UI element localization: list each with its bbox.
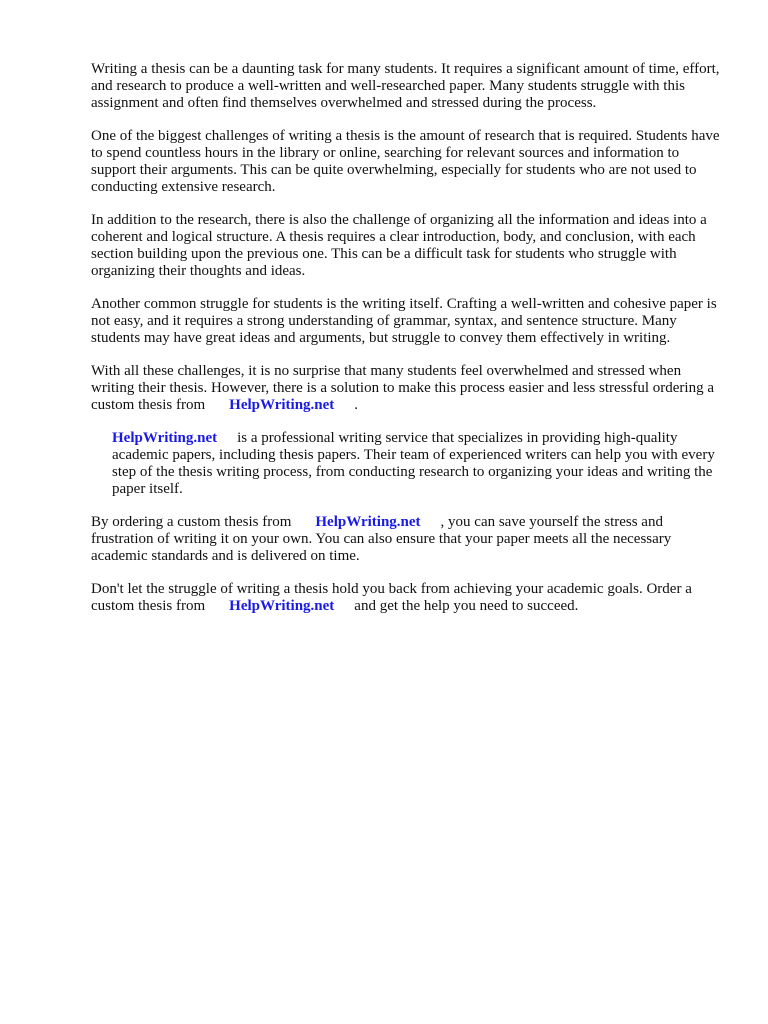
paragraph-service-text: is a professional writing service that specializes in providing high-quality academic papers, including thesis papers. Their team of experienced writers can help you with every step of the thesis writing process, from conducting research to organizing your ideas and writing the paper itself. [112, 430, 715, 497]
paragraph-writing-text: Another common struggle for students is the writing itself. Crafting a well-written and cohesive paper is not easy, and it requires a strong understanding of grammar, syntax, and sentence structure. Many students may have great ideas and arguments, but struggle to convey them effectively in writing. [91, 296, 717, 346]
paragraph-benefits-text: , you can save yourself the stress and frustration of writing it on your own. You can also ensure that your paper meets all the necessary academic standards and is delivered on time. [91, 514, 672, 564]
paragraph-closing [91, 581, 721, 615]
paragraph-benefits [91, 514, 721, 565]
paragraph-intro [91, 61, 721, 112]
paragraph-closing-start: Don't let the struggle of writing a thesis hold you back from achieving your academic goals. Order a custom thesis from [91, 581, 692, 614]
paragraph-solution-end: . [354, 397, 359, 413]
paragraph-solution [91, 363, 721, 414]
paragraph-solution-text: With all these challenges, it is no surprise that many students feel overwhelmed and stressed when writing their thesis. However, there is a solution to make this process easier and less stressful ordering a custom thesis from [91, 363, 714, 413]
document-body [91, 61, 721, 631]
helpwriting-link[interactable]: HelpWriting.net [229, 598, 335, 614]
paragraph-writing [91, 296, 721, 347]
paragraph-research-text: One of the biggest challenges of writing a thesis is the amount of research that is required. Students have to spend countless hours in the library or online, searching for relevant sources and information to support their arguments. This can be quite overwhelming, especially for students who are not used to conducting extensive research. [91, 128, 720, 195]
helpwriting-link[interactable]: HelpWriting.net [229, 397, 335, 413]
paragraph-closing-end: and get the help you need to succeed. [354, 598, 579, 614]
paragraph-service [91, 430, 721, 498]
paragraph-organizing-text: In addition to the research, there is also the challenge of organizing all the information and ideas into a coherent and logical structure. A thesis requires a clear introduction, body, and conclusion, with each section building upon the previous one. This can be a difficult task for students who struggle with organizing their thoughts and ideas. [91, 212, 707, 279]
helpwriting-link[interactable]: HelpWriting.net [112, 430, 218, 446]
paragraph-research [91, 128, 721, 196]
paragraph-intro-text: Writing a thesis can be a daunting task for many students. It requires a significant amount of time, effort, and research to produce a well-written and well-researched paper. Many students struggle with this assignment and often find themselves overwhelmed and stressed during the process. [91, 61, 720, 111]
paragraph-benefits-start: By ordering a custom thesis from [91, 514, 292, 530]
helpwriting-link[interactable]: HelpWriting.net [315, 514, 421, 530]
paragraph-organizing [91, 212, 721, 280]
